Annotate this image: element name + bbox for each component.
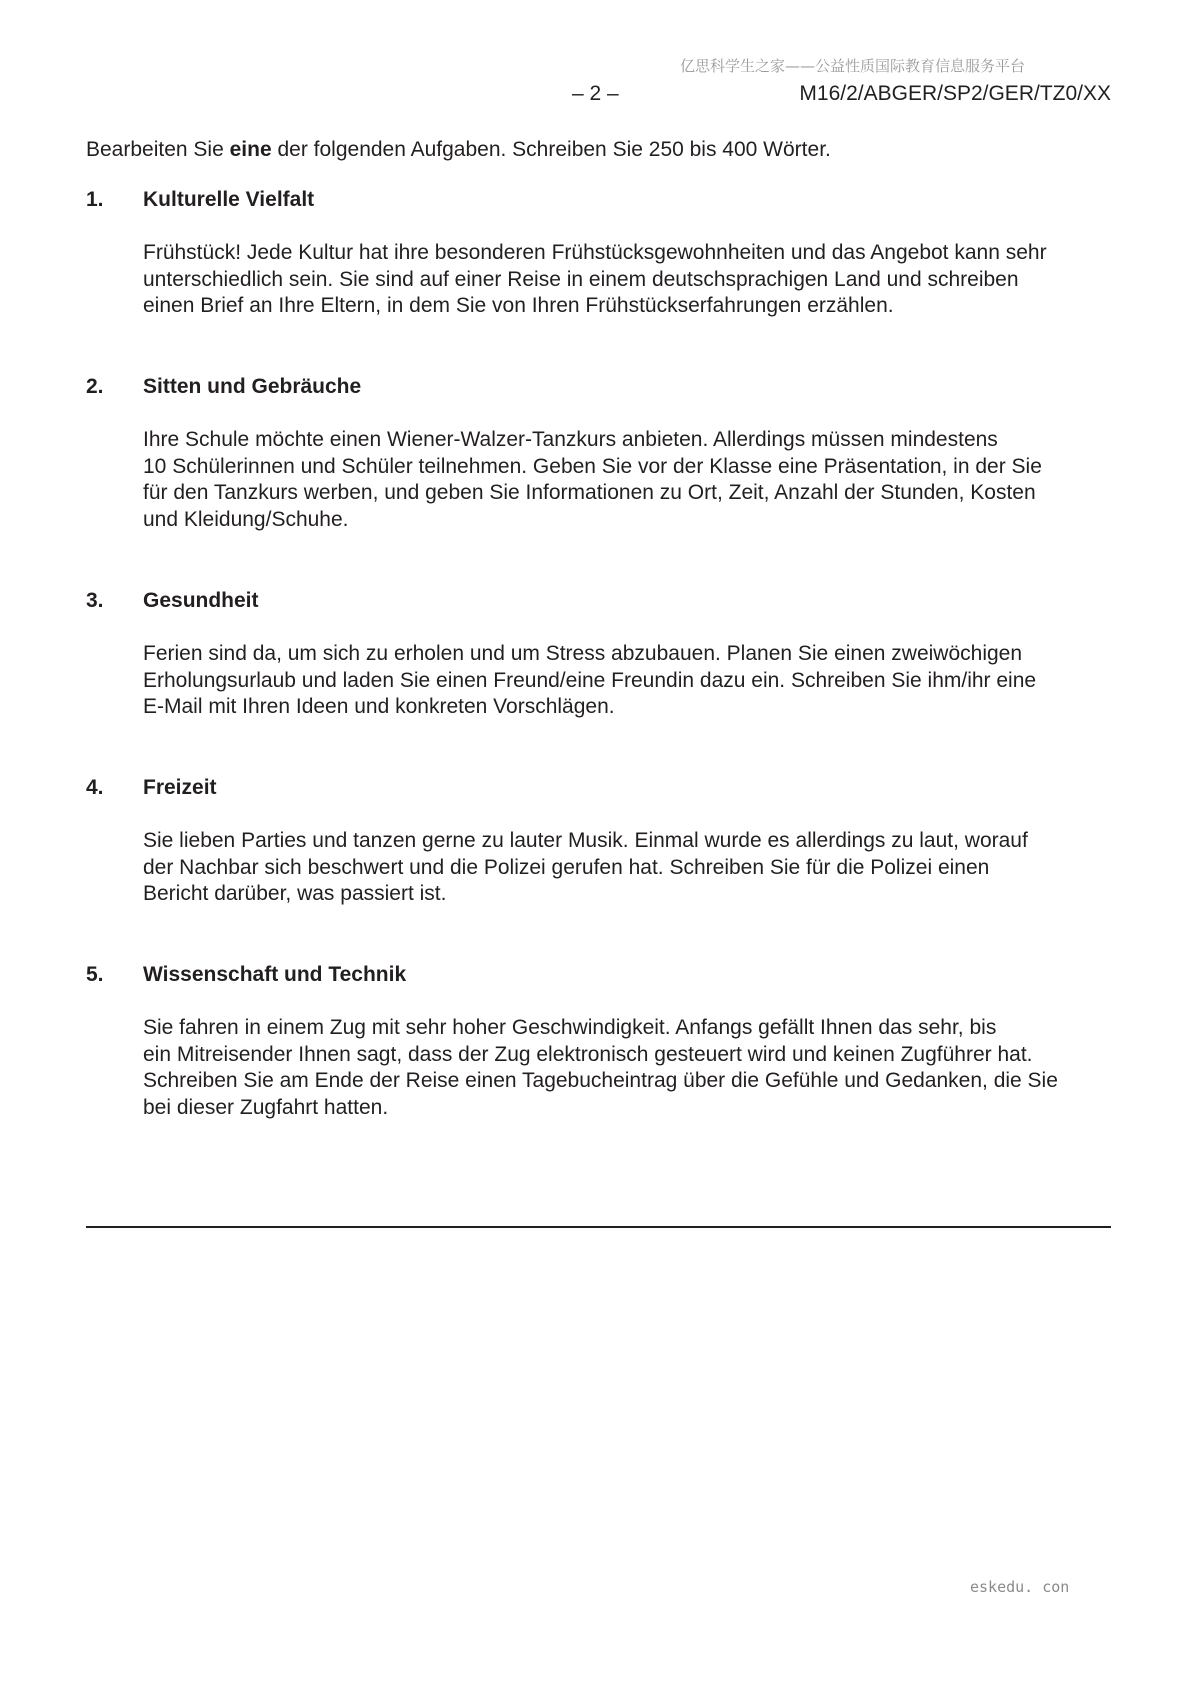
question-line: bei dieser Zugfahrt hatten. [143, 1095, 389, 1119]
question-4 [86, 776, 1111, 908]
question-line: und Kleidung/Schuhe. [143, 507, 349, 531]
question-number: 5. [86, 963, 104, 986]
question-title: Kulturelle Vielfalt [143, 188, 315, 211]
footer-watermark: eskedu. con [970, 1578, 1070, 1596]
question-title: Freizeit [143, 776, 217, 799]
question-line: 10 Schülerinnen und Schüler teilnehmen. Geben Sie vor der Klasse eine Präsentation, in der Sie [143, 454, 1042, 478]
question-line: ein Mitreisender Ihnen sagt, dass der Zug elektronisch gesteuert wird und keinen Zugführer hat. [143, 1042, 1033, 1066]
instruction-text [86, 138, 831, 162]
question-line: für den Tanzkurs werben, und geben Sie Informationen zu Ort, Zeit, Anzahl der Stunden, Kosten [143, 481, 1036, 504]
question-heading [86, 776, 1111, 804]
question-1 [86, 188, 1111, 320]
question-heading [86, 589, 1111, 617]
end-divider [86, 1226, 1111, 1228]
page-number: – 2 – [572, 82, 619, 105]
question-line: Sie fahren in einem Zug mit sehr hoher Geschwindigkeit. Anfangs gefällt Ihnen das sehr, bis [143, 1016, 997, 1039]
question-body [143, 641, 1143, 721]
question-heading [86, 188, 1111, 216]
question-line: unterschiedlich sein. Sie sind auf einer Reise in einem deutschsprachigen Land und schreiben [143, 267, 1019, 291]
question-line: Sie lieben Parties und tanzen gerne zu lauter Musik. Einmal wurde es allerdings zu laut, worauf [143, 829, 1028, 852]
question-line: Erholungsurlaub und laden Sie einen Freund/eine Freundin dazu ein. Schreiben Sie ihm/ihr eine [143, 668, 1037, 692]
question-line: E-Mail mit Ihren Ideen und konkreten Vorschlägen. [143, 695, 615, 718]
question-line: Frühstück! Jede Kultur hat ihre besonderen Frühstücksgewohnheiten und das Angebot kann sehr [143, 241, 1047, 264]
question-body [143, 1015, 1143, 1121]
question-body [143, 828, 1143, 908]
instruction-emphasis: eine [229, 138, 272, 161]
question-title: Wissenschaft und Technik [143, 963, 407, 986]
question-body [143, 240, 1143, 320]
question-number: 3. [86, 589, 104, 612]
paper-code: M16/2/ABGER/SP2/GER/TZ0/XX [799, 82, 1111, 105]
question-3 [86, 589, 1111, 721]
question-line: einen Brief an Ihre Eltern, in dem Sie von Ihren Frühstückserfahrungen erzählen. [143, 294, 894, 317]
question-line: Schreiben Sie am Ende der Reise einen Tagebucheintrag über die Gefühle und Gedanken, die Sie [143, 1069, 1058, 1092]
question-number: 4. [86, 776, 104, 799]
question-5 [86, 963, 1111, 1121]
question-title: Gesundheit [143, 589, 259, 612]
question-line: Ihre Schule möchte einen Wiener-Walzer-Tanzkurs anbieten. Allerdings müssen mindestens [143, 428, 998, 451]
question-number: 2. [86, 375, 104, 398]
question-line: Ferien sind da, um sich zu erholen und um Stress abzubauen. Planen Sie einen zweiwöchigen [143, 642, 1023, 665]
instruction-before: Bearbeiten Sie [86, 138, 230, 161]
header-watermark: 亿思科学生之家——公益性质国际教育信息服务平台 [680, 57, 1026, 75]
instruction-after: der folgenden Aufgaben. Schreiben Sie 250 bis 400 Wörter. [271, 138, 831, 161]
question-number: 1. [86, 188, 104, 211]
question-line: Bericht darüber, was passiert ist. [143, 882, 447, 905]
question-body [143, 427, 1143, 533]
question-title: Sitten und Gebräuche [143, 375, 362, 398]
question-heading [86, 375, 1111, 403]
question-heading [86, 963, 1111, 991]
question-2 [86, 375, 1111, 533]
question-line: der Nachbar sich beschwert und die Polizei gerufen hat. Schreiben Sie für die Polizei einen [143, 855, 990, 879]
